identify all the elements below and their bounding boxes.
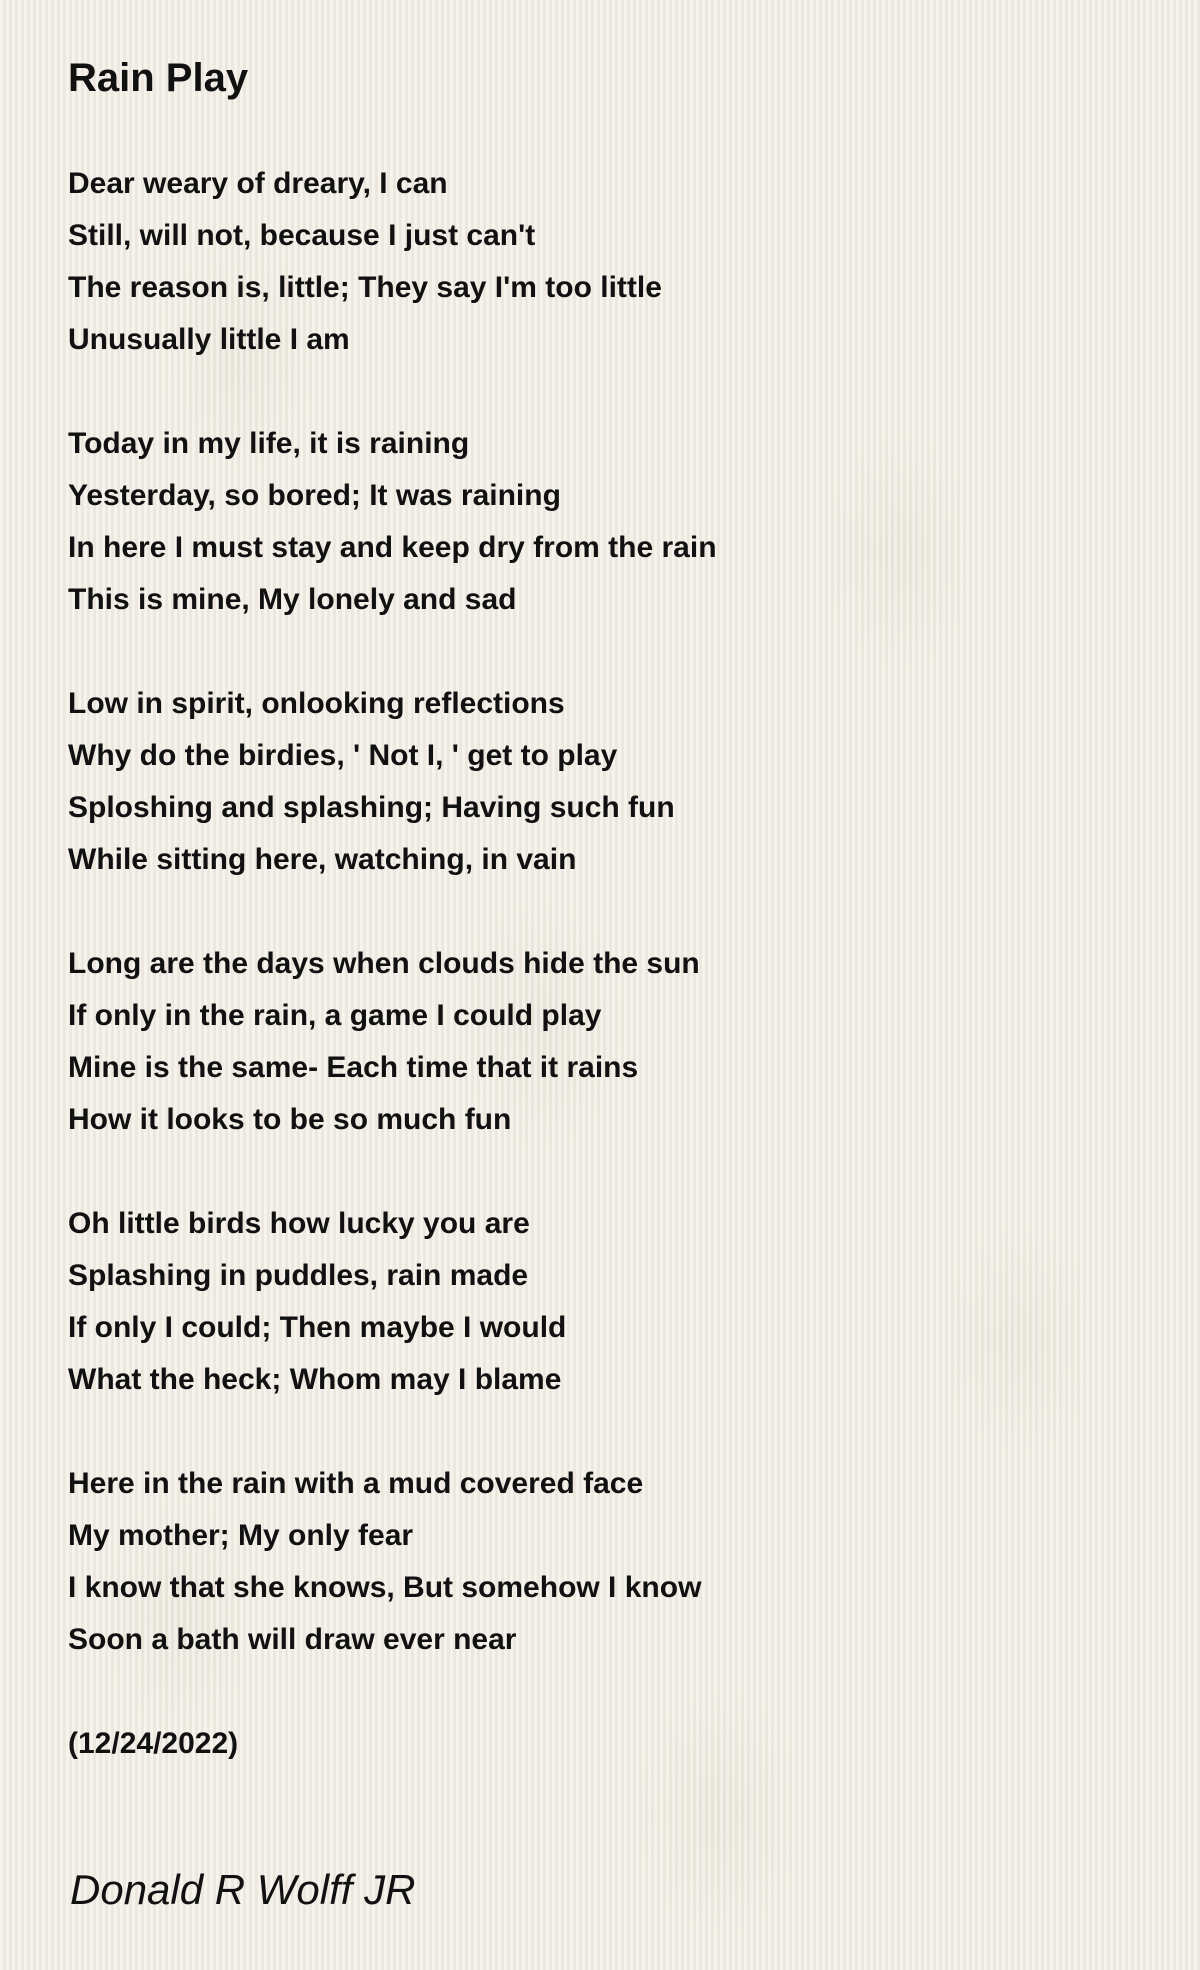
poem-line: Still, will not, because I just can't bbox=[68, 219, 536, 252]
poem-title: Rain Play bbox=[68, 56, 249, 100]
poem-line: My mother; My only fear bbox=[68, 1519, 414, 1552]
poem-line: Why do the birdies, ' Not I, ' get to play bbox=[68, 739, 618, 772]
poem-line: If only I could; Then maybe I would bbox=[68, 1311, 567, 1344]
stanza-5 bbox=[68, 1198, 1128, 1406]
stanza-1 bbox=[68, 158, 1128, 366]
poem-line: Oh little birds how lucky you are bbox=[68, 1207, 530, 1240]
stanza-2 bbox=[68, 418, 1128, 626]
poem-line: What the heck; Whom may I blame bbox=[68, 1363, 562, 1396]
stanza-6 bbox=[68, 1458, 1128, 1666]
poem-line: Here in the rain with a mud covered face bbox=[68, 1467, 644, 1500]
poem-line: Unusually little I am bbox=[68, 323, 350, 356]
poem-line: Long are the days when clouds hide the sun bbox=[68, 947, 700, 980]
poem-date: (12/24/2022) bbox=[68, 1727, 239, 1760]
poem-line: Mine is the same- Each time that it rains bbox=[68, 1051, 639, 1084]
poem-author: Donald R Wolff JR bbox=[70, 1866, 416, 1913]
poem-line: The reason is, little; They say I'm too little bbox=[68, 271, 662, 304]
stanza-3 bbox=[68, 678, 1128, 886]
poem-line: How it looks to be so much fun bbox=[68, 1103, 512, 1136]
poem-body bbox=[68, 158, 1128, 1770]
poem-line: Today in my life, it is raining bbox=[68, 427, 470, 460]
poem-page bbox=[68, 50, 1128, 1770]
poem-line: If only in the rain, a game I could play bbox=[68, 999, 602, 1032]
poem-line: While sitting here, watching, in vain bbox=[68, 843, 577, 876]
poem-line: This is mine, My lonely and sad bbox=[68, 583, 517, 616]
stanza-4 bbox=[68, 938, 1128, 1146]
poem-line: Soon a bath will draw ever near bbox=[68, 1623, 517, 1656]
poem-line: Dear weary of dreary, I can bbox=[68, 167, 448, 200]
poem-line: I know that she knows, But somehow I know bbox=[68, 1571, 702, 1604]
poem-line: In here I must stay and keep dry from the rain bbox=[68, 531, 717, 564]
poem-line: Sploshing and splashing; Having such fun bbox=[68, 791, 675, 824]
poem-line: Splashing in puddles, rain made bbox=[68, 1259, 529, 1292]
poem-line: Low in spirit, onlooking reflections bbox=[68, 687, 565, 720]
poem-line: Yesterday, so bored; It was raining bbox=[68, 479, 561, 512]
